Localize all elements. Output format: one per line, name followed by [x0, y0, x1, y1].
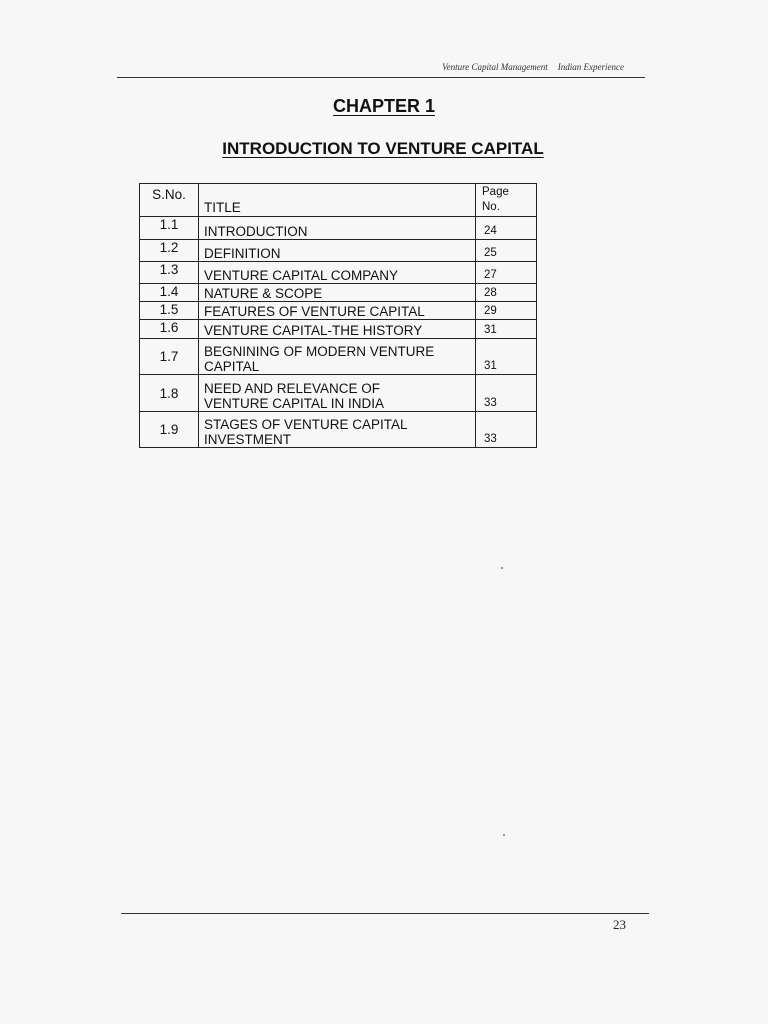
- table-row: [140, 262, 537, 284]
- scan-speck: [501, 567, 503, 569]
- chapter-title: INTRODUCTION TO VENTURE CAPITAL: [222, 139, 544, 158]
- row-title-line: VENTURE CAPITAL IN INDIA: [204, 396, 385, 411]
- table-header-row: [140, 184, 537, 217]
- running-header: [300, 62, 624, 72]
- row-title: VENTURE CAPITAL-THE HISTORY: [199, 320, 476, 339]
- row-number: 1.9: [140, 412, 199, 448]
- row-page: 31: [476, 339, 537, 375]
- row-number: 1.2: [140, 240, 199, 262]
- row-page: 24: [476, 217, 537, 240]
- row-page: 25: [476, 240, 537, 262]
- row-number: 1.4: [140, 284, 199, 302]
- table-row: [140, 412, 537, 448]
- row-page: 33: [476, 412, 537, 448]
- table-row: [140, 240, 537, 262]
- row-number: 1.1: [140, 217, 199, 240]
- row-title-line: BEGNINING OF MODERN VENTURE: [204, 344, 435, 359]
- table-row: [140, 339, 537, 375]
- header-rule: [117, 77, 645, 78]
- row-number: 1.8: [140, 375, 199, 412]
- chapter-label: CHAPTER 1: [332, 96, 435, 116]
- row-number: 1.3: [140, 262, 199, 284]
- row-title: [199, 339, 476, 375]
- row-title-line: INVESTMENT: [204, 432, 292, 447]
- row-title: [199, 412, 476, 448]
- row-page: 33: [476, 375, 537, 412]
- row-page: 31: [476, 320, 537, 339]
- row-title: NATURE & SCOPE: [199, 284, 476, 302]
- row-title: FEATURES OF VENTURE CAPITAL: [199, 302, 476, 320]
- table-row: [140, 302, 537, 320]
- header-page-line2: No.: [482, 201, 500, 213]
- table-row: [140, 375, 537, 412]
- table-row: [140, 320, 537, 339]
- page-number: 23: [613, 917, 626, 932]
- row-title-line: STAGES OF VENTURE CAPITAL: [204, 417, 408, 432]
- footer-rule: [121, 913, 649, 914]
- row-title-line: CAPITAL: [204, 359, 260, 374]
- table-row: [140, 284, 537, 302]
- row-title: VENTURE CAPITAL COMPANY: [199, 262, 476, 284]
- row-page: 27: [476, 262, 537, 284]
- header-number: S.No.: [140, 184, 199, 217]
- row-page: 28: [476, 284, 537, 302]
- running-header-subtitle: Indian Experience: [557, 62, 624, 72]
- row-title: [199, 375, 476, 412]
- row-title: DEFINITION: [199, 240, 476, 262]
- header-page: [476, 184, 537, 217]
- row-title-line: NEED AND RELEVANCE OF: [204, 381, 381, 396]
- table-row: [140, 217, 537, 240]
- running-header-book-title: Venture Capital Management: [442, 62, 548, 72]
- contents-table: [139, 183, 537, 448]
- header-title: TITLE: [199, 184, 476, 217]
- row-number: 1.5: [140, 302, 199, 320]
- header-page-line1: Page: [482, 186, 509, 198]
- row-number: 1.6: [140, 320, 199, 339]
- row-number: 1.7: [140, 339, 199, 375]
- scan-speck: [503, 834, 505, 836]
- row-title: INTRODUCTION: [199, 217, 476, 240]
- row-page: 29: [476, 302, 537, 320]
